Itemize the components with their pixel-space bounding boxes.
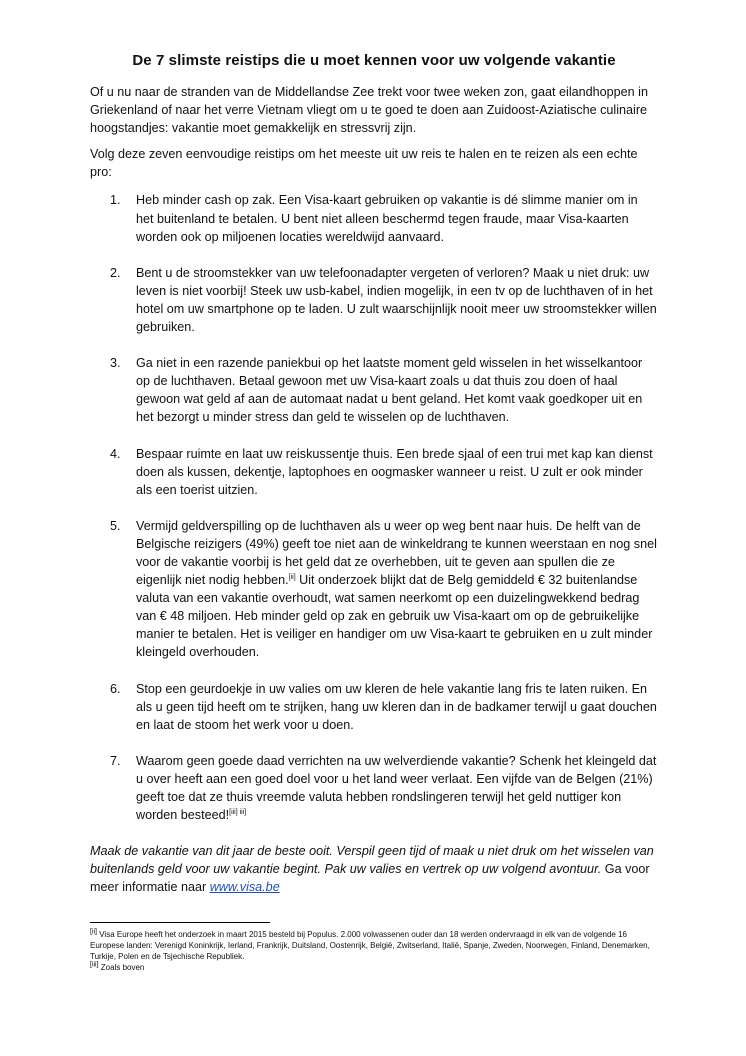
list-item xyxy=(90,354,658,426)
list-item xyxy=(90,264,658,336)
list-item-number: 5. xyxy=(110,518,121,533)
list-item xyxy=(90,445,658,499)
list-item-text: Ga niet in een razende paniekbui op het laatste moment geld wisselen in het wisselkantoor op de luchthaven. Betaal gewoon met uw Visa-kaart zoals u dat thuis zou doen of haal gewoon wat geld af aan de automaat nadat u bent geland. Het komt vaak goedkoper uit en het bezorgt u minder stress dan geld te wisselen op de luchthaven. xyxy=(136,356,643,425)
tips-list xyxy=(90,191,658,824)
footnote-mark: [iii] xyxy=(90,961,99,969)
footnote xyxy=(90,929,658,962)
list-item-text-part: Uit onderzoek blijkt dat de Belg gemiddeld € 32 buitenlandse valuta van een vakantie overhoudt, wat samen neerkomt op een duizelingwekkend bedrag van € 48 miljoen. Heb minder geld op zak en gebruik uw Visa-kaart om op de gebruikelijke manier te betalen. Het is veiliger en handiger om uw Visa-kaart te gebruiken en u zult minder kleingeld overhouden. xyxy=(136,573,653,660)
list-item-number: 1. xyxy=(110,193,121,208)
list-item xyxy=(90,517,658,662)
footnote-text: Zoals boven xyxy=(98,963,145,973)
intro-paragraph: Of u nu naar de stranden van de Middellandse Zee trekt voor twee weken zon, gaat eilandhoppen in Griekenland of naar het verre Vietnam vliegt om u te goed te doen aan Zuidoost-Aziatische culinaire hoogstandjes: vakantie moet gemakkelijk en stressvrij zijn. xyxy=(90,85,648,136)
list-item-text: Heb minder cash op zak. Een Visa-kaart gebruiken op vakantie is dé slimme manier om in het buitenland te betalen. U bent niet alleen beschermd tegen fraude, maar Visa-kaarten worden ook op miljoenen locaties wereldwijd aanvaard. xyxy=(136,193,638,244)
page-title: De 7 slimste reistips die u moet kennen voor uw volgende vakantie xyxy=(132,52,616,69)
footnote-mark: [ii] xyxy=(90,928,97,936)
list-item xyxy=(90,680,658,734)
list-item-text xyxy=(136,752,658,824)
list-item-text-part: Vermijd geldverspilling op de luchthaven als u weer op weg bent naar huis. De helft van de Belgische reizigers (49%) geeft toe niet aan de winkeldrang te kunnen weerstaan en nog snel voor de vakantie voorbij is het geld dat ze overhebben, uit te geven aan spullen die ze eigenlijk niet nodig hebben. xyxy=(136,518,657,588)
closing-paragraph xyxy=(90,842,658,896)
closing-plain-text: Ga voor meer informatie naar xyxy=(90,862,650,895)
list-item-number: 4. xyxy=(110,446,121,461)
list-item-text xyxy=(136,517,658,662)
list-item-number: 2. xyxy=(110,265,121,280)
footnote xyxy=(90,962,658,973)
list-item-text: Stop een geurdoekje in uw valies om uw kleren de hele vakantie lang fris te laten ruiken. En als u geen tijd heeft om te strijken, hang uw kleren dan in de badkamer terwijl u gaat douchen en laat de stoom het werk voor u doen. xyxy=(136,681,657,732)
list-item-number: 3. xyxy=(110,356,121,371)
intro-paragraph-2: Volg deze zeven eenvoudige reistips om het meeste uit uw reis te halen en te reizen als een echte pro: xyxy=(90,147,638,180)
footnote-divider xyxy=(90,922,270,923)
list-item-text: Bespaar ruimte en laat uw reiskussentje thuis. Een brede sjaal of een trui met kap kan dienst doen als kussen, dekentje, laptophoes en oogmasker wanneer u reist. U zult er ook minder als een toerist uitzien. xyxy=(136,446,653,497)
list-item-number: 7. xyxy=(110,753,121,768)
list-item xyxy=(90,752,658,824)
closing-italic-text: Maak de vakantie van dit jaar de beste ooit. Verspil geen tijd of maak u niet druk om het wisselen van buitenlands geld voor uw vakantie begint. Pak uw valies en vertrek op uw volgend avontuur. xyxy=(90,844,654,877)
list-item xyxy=(90,191,658,245)
footnote-text: Visa Europe heeft het onderzoek in maart 2015 besteld bij Populus. 2.000 volwassenen ouder dan 18 werden ondervraagd in elk van de volgende 16 Europese landen: Verenigd Koninkrijk, Ierland, Frankrijk, Duitsland, Oostenrijk, België, Zwitserland, Italië, Spanje, Zweden, Noorwegen, Finland, Denemarken, Turkije, Polen en de Tsjechische Republiek. xyxy=(90,930,650,962)
footnote-reference[interactable]: [ii] xyxy=(288,573,296,581)
footnote-reference[interactable]: [iii] iii] xyxy=(229,808,247,816)
list-item-text-part: Waarom geen goede daad verrichten na uw welverdiende vakantie? Schenk het kleingeld dat u over heeft aan een goed doel voor u het land weer verlaat. Een vijfde van de Belgen (21%) geeft toe dat ze thuis vreemde valuta hebben rondslingeren terwijl het geld nuttiger kon worden besteed! xyxy=(136,753,657,823)
visa-website-link[interactable]: www.visa.be xyxy=(209,880,280,895)
list-item-number: 6. xyxy=(110,681,121,696)
list-item-text: Bent u de stroomstekker van uw telefoonadapter vergeten of verloren? Maak u niet druk: uw leven is niet voorbij! Steek uw usb-kabel, indien mogelijk, in een tv op de luchthaven of in het hotel om uw smartphone op te laden. U zult waarschijnlijk nooit meer uw stroomstekker willen gebruiken. xyxy=(136,265,657,335)
